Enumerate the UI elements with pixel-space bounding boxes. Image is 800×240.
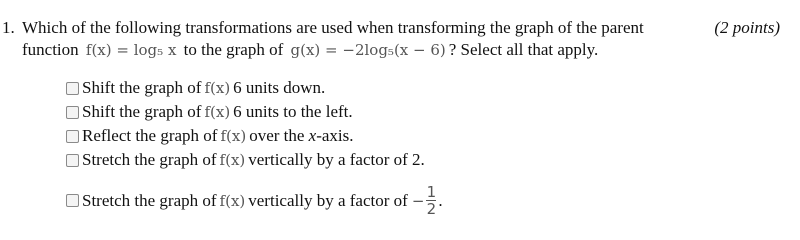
option-function: f(x) <box>204 103 231 121</box>
option-label-prefix: Stretch the graph of <box>82 190 217 210</box>
option-label-suffix-b: -axis. <box>316 126 354 145</box>
option-reflect-x-axis[interactable] <box>66 126 354 146</box>
option-checkbox[interactable] <box>66 194 79 207</box>
fraction-numerator: 1 <box>426 183 437 201</box>
option-label-prefix: Stretch the graph of <box>82 150 217 169</box>
question-text-line2 <box>22 40 598 60</box>
option-label-variable: x <box>308 126 317 145</box>
option-label-suffix-a: over the <box>249 126 309 145</box>
fraction <box>426 184 436 217</box>
option-function: f(x) <box>204 79 231 97</box>
option-label-suffix: vertically by a factor of 2. <box>248 150 425 169</box>
fraction-sign: − <box>411 191 425 210</box>
option-checkbox[interactable] <box>66 82 79 95</box>
option-label-prefix: Shift the graph of <box>82 102 202 121</box>
question-text-suffix: ? Select all that apply. <box>448 40 599 59</box>
option-label-prefix: Shift the graph of <box>82 78 202 97</box>
parent-function: f(x) = log₅ x <box>85 41 177 59</box>
option-label-prefix: Reflect the graph of <box>82 126 218 145</box>
option-function: f(x) <box>219 191 246 210</box>
option-stretch-negative-half[interactable] <box>66 184 443 217</box>
question-points: (2 points) <box>714 18 780 37</box>
option-label-suffix: 6 units to the left. <box>233 102 353 121</box>
option-label-suffix: vertically by a factor of <box>248 190 408 210</box>
option-checkbox[interactable] <box>66 106 79 119</box>
fraction-denominator: 2 <box>426 200 437 218</box>
option-stretch-2[interactable] <box>66 150 425 170</box>
question-text-prefix: function <box>22 40 79 59</box>
option-shift-down[interactable] <box>66 78 325 98</box>
target-function: g(x) = −2log₅(x − 6) <box>290 41 446 59</box>
question-number: 1. <box>2 18 15 37</box>
option-checkbox[interactable] <box>66 154 79 167</box>
option-shift-left[interactable] <box>66 102 353 122</box>
option-label-suffix: 6 units down. <box>233 78 326 97</box>
question-text-mid: to the graph of <box>183 40 284 59</box>
option-function: f(x) <box>220 127 247 145</box>
option-label-end: . <box>438 190 443 210</box>
option-function: f(x) <box>219 151 246 169</box>
question-text-line1: Which of the following transformations are used when transforming the graph of the parent <box>22 18 644 37</box>
option-checkbox[interactable] <box>66 130 79 143</box>
